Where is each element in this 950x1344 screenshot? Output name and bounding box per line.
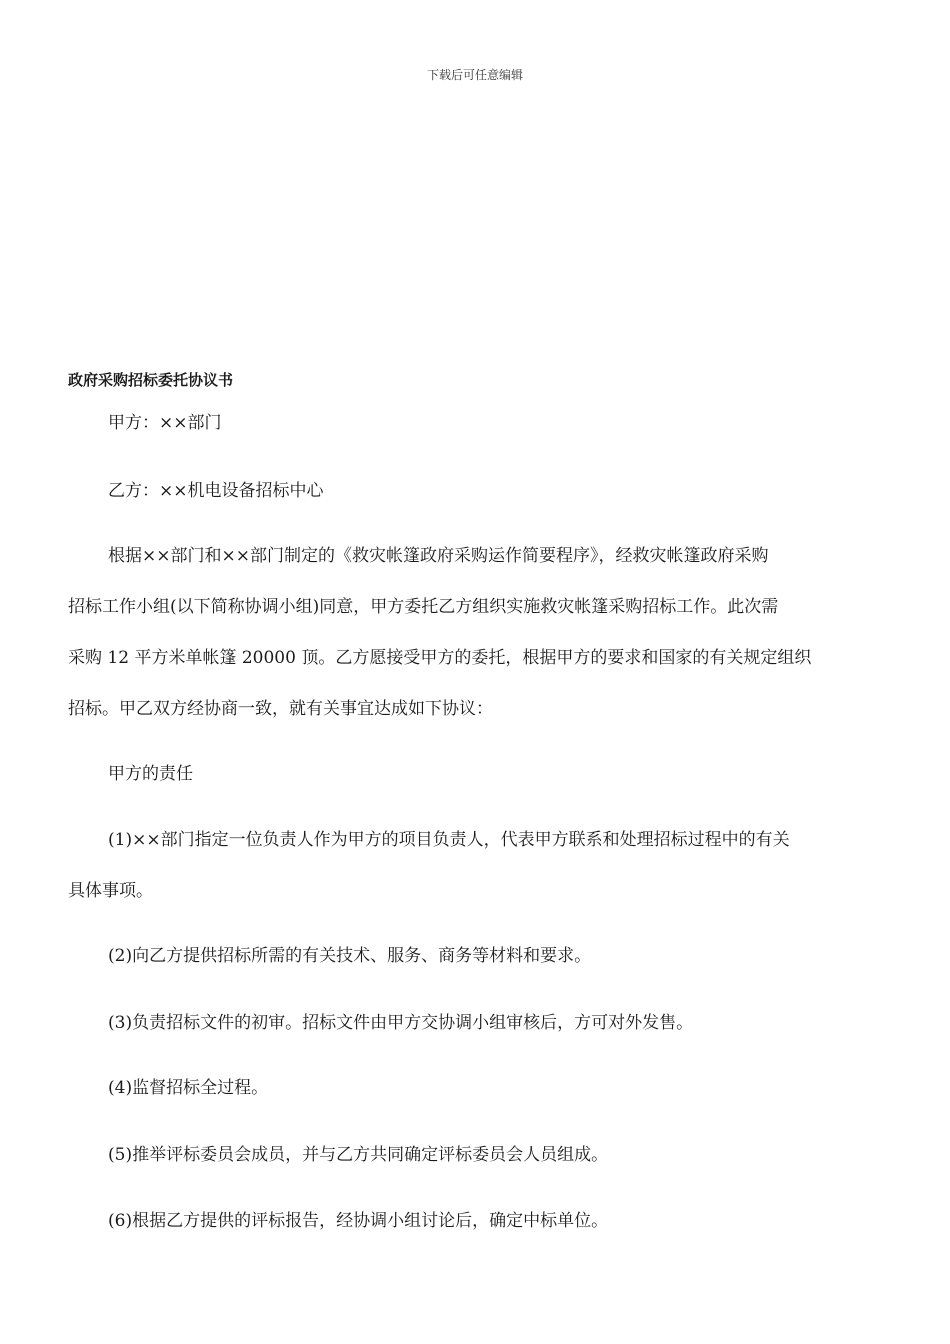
item-6: (6)根据乙方提供的评标报告，经协调小组讨论后，确定中标单位。 <box>108 1211 609 1231</box>
item-4: (4)监督招标全过程。 <box>108 1078 269 1098</box>
item-2: (2)向乙方提供招标所需的有关技术、服务、商务等材料和要求。 <box>108 946 592 966</box>
document-title: 政府采购招标委托协议书 <box>68 371 234 389</box>
section-heading: 甲方的责任 <box>108 764 193 784</box>
item-1-line-2: 具体事项。 <box>68 881 153 901</box>
intro-line-2: 招标工作小组(以下简称协调小组)同意，甲方委托乙方组织实施救灾帐篷采购招标工作。此次需 <box>68 597 779 617</box>
item-5: (5)推举评标委员会成员，并与乙方共同确定评标委员会人员组成。 <box>108 1145 609 1165</box>
page-header-note: 下载后可任意编辑 <box>426 68 523 82</box>
item-3: (3)负责招标文件的初审。招标文件由甲方交协调小组审核后，方可对外发售。 <box>108 1013 694 1033</box>
intro-line-4: 招标。甲乙双方经协商一致，就有关事宜达成如下协议： <box>68 699 493 719</box>
intro-line-1: 根据××部门和××部门制定的《救灾帐篷政府采购运作简要程序》，经救灾帐篷政府采购 <box>108 546 769 566</box>
party-a-line: 甲方：××部门 <box>108 413 222 433</box>
party-b-line: 乙方：××机电设备招标中心 <box>108 481 324 501</box>
item-1-line-1: (1)××部门指定一位负责人作为甲方的项目负责人，代表甲方联系和处理招标过程中的有关 <box>108 830 790 850</box>
intro-line-3: 采购 12 平方米单帐篷 20000 顶。乙方愿接受甲方的委托，根据甲方的要求和国家的有关规定组织 <box>68 648 812 668</box>
